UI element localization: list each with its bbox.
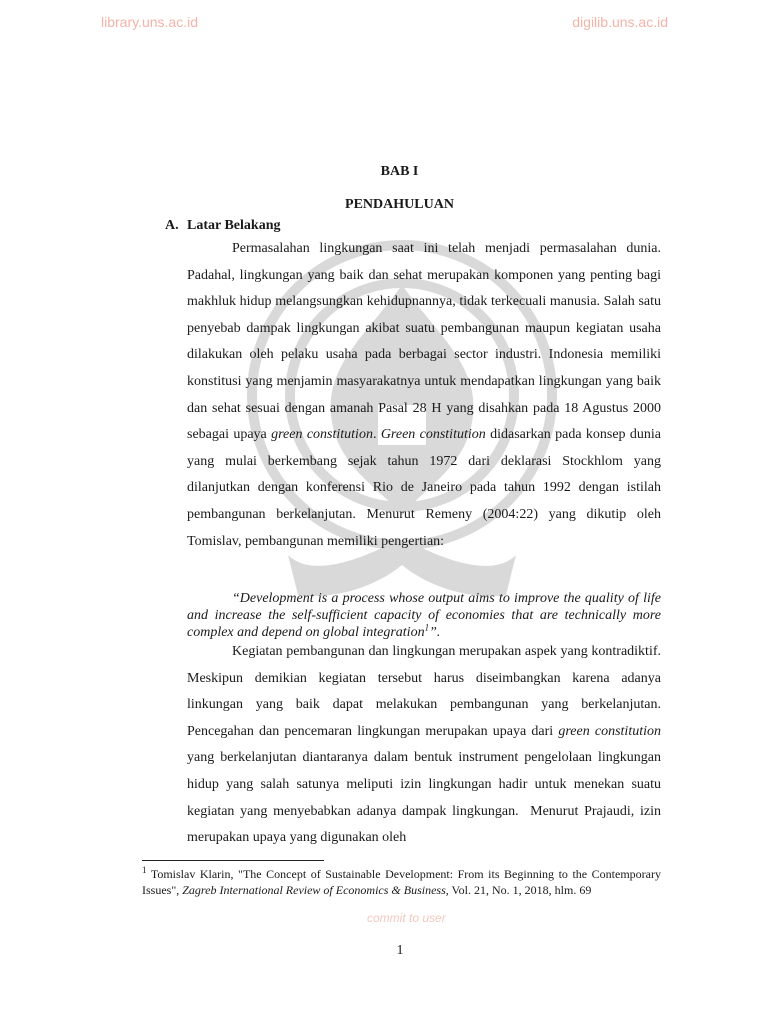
header-site-left: library.uns.ac.id	[101, 14, 199, 30]
chapter-title: PENDAHULUAN	[345, 197, 454, 212]
footnote-number: 1	[142, 865, 147, 875]
footnote	[142, 866, 661, 898]
commit-to-user-watermark: commit to user	[367, 911, 446, 925]
paragraph-1-text-a: Permasalahan lingkungan saat ini telah menjadi permasalahan dunia. Padahal, lingkungan yang baik dan sehat merupakan komponen yang penting bagi makhluk hidup melangsungkan kehidupnannya, tidak terkecuali manusia. Salah satu penyebab dampak lingkungan akibat suatu pembangunan maupun kegiatan usaha dilakukan oleh pelaku usaha pada berbagai sector industri. Indonesia memiliki konstitusi yang menjamin masyarakatnya untuk mendapatkan lingkungan yang baik dan sehat sesuai dengan amanah Pasal 28 H yang disahkan pada 18 Agustus 2000 sebagai upaya	[187, 241, 661, 443]
paragraph-1-italic-a: green constitution	[271, 427, 373, 443]
paragraph-1-text-b: .	[372, 427, 381, 443]
paragraph-2-italic-a: green constitution	[558, 723, 661, 739]
section-label: A.	[165, 218, 179, 233]
paragraph-2-text-b: yang berkelanjutan diantaranya dalam bentuk instrument pengelolaan lingkungan hidup yang salah satunya meliputi izin lingkungan hadir untuk menekan suatu kegiatan yang menyebabkan adanya dampak lingkungan. Menurut Prajaudi, izin merupakan upaya yang digunakan oleh	[187, 750, 661, 846]
block-quote	[187, 590, 661, 641]
footnote-text-b: Vol. 21, No. 1, 2018, hlm. 69	[448, 883, 592, 897]
paragraph-2	[187, 639, 661, 852]
footnote-journal: Zagreb International Review of Economics & Business,	[182, 883, 449, 897]
quote-closing: ”.	[429, 625, 441, 640]
paragraph-1	[187, 236, 661, 555]
quote-footnote-ref: 1	[424, 622, 430, 633]
footnote-separator	[142, 860, 324, 861]
section-title: Latar Belakang	[187, 218, 281, 233]
paragraph-1-italic-b: Green constitution	[380, 427, 486, 443]
paragraph-2-text-a: Kegiatan pembangunan dan lingkungan merupakan aspek yang kontradiktif. Meskipun demikian kegiatan tersebut harus diseimbangkan karena adanya linkungan yang baik dapat melakukan pembangunan yang berkelanjutan. Pencegahan dan pencemaran lingkungan merupakan upaya dari	[187, 644, 661, 739]
footnote-text-a: Tomislav Klarin, "The Concept of Sustainable Development: From its Beginning to the Contemporary Issues",	[142, 867, 661, 897]
quote-text: “Development is a process whose output aims to improve the quality of life and increase the self-sufficient capacity of economies that are technically more complex and depend on global integration	[187, 591, 661, 640]
header-site-right: digilib.uns.ac.id	[572, 14, 668, 30]
section-heading	[165, 218, 280, 234]
page-number: 1	[396, 943, 404, 958]
chapter-number: BAB I	[380, 164, 419, 179]
paragraph-1-text-c: didasarkan pada konsep dunia yang mulai berkembang sejak tahun 1972 dari deklarasi Stockhlom yang dilanjutkan dengan konferensi Rio de Janeiro pada tahun 1992 dengan istilah pembangunan berkelanjutan. Menurut Remeny (2004:22) yang dikutip oleh Tomislav, pembangunan memiliki pengertian:	[187, 427, 662, 549]
